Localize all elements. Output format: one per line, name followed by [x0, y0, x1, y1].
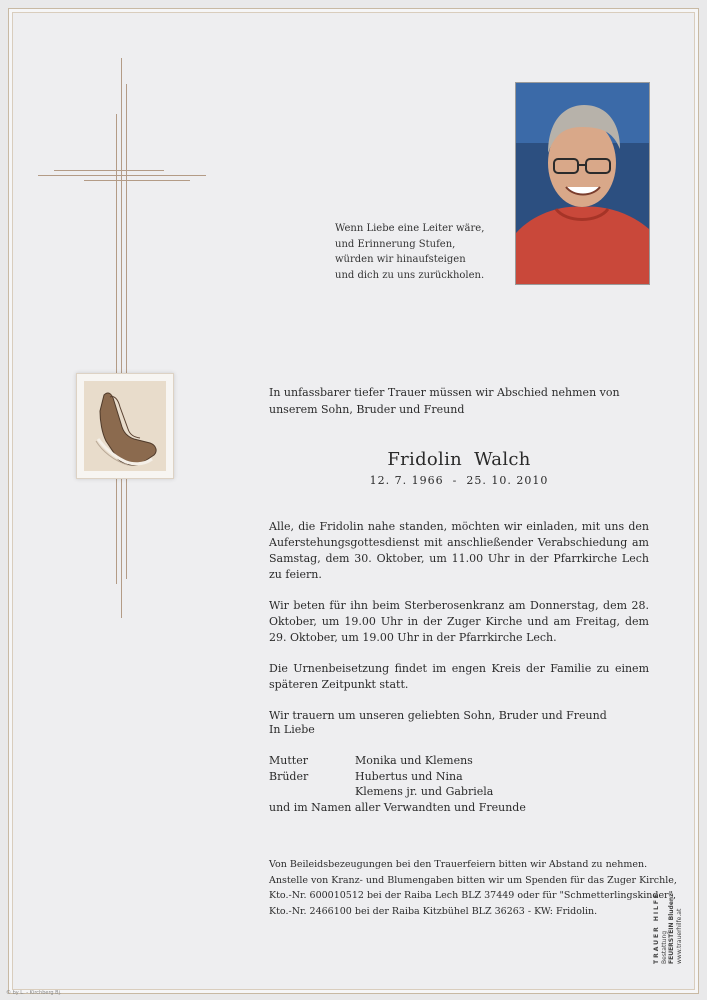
brand-web: www.trauerhilfe.at [676, 908, 683, 964]
family-list [269, 753, 649, 815]
family-row [269, 753, 649, 769]
family-relation: Mutter [269, 754, 308, 767]
praying-hands-icon [84, 381, 166, 471]
brand-name: TRAUER HILFE [653, 891, 660, 964]
footer-line: Anstelle von Kranz- und Blumengaben bitten wir um Spenden für das Zuger Kirchle, [269, 874, 677, 886]
poem [335, 221, 505, 283]
family-relation: Brüder [269, 769, 309, 783]
footer-line: Kto.-Nr. 600010512 bei der Raiba Lech BLZ 37449 oder für "Schmetterlingskinder", [269, 890, 676, 901]
poem-line: würden wir hinaufsteigen [335, 254, 466, 265]
donation-note [269, 857, 677, 919]
closing: In Liebe [269, 723, 315, 736]
poem-line: und dich zu uns zurückholen. [335, 269, 485, 281]
life-dates: 12. 7. 1966 - 25. 10. 2010 [369, 474, 549, 487]
family-footer: und im Namen aller Verwandten und Freunde [269, 800, 526, 814]
family-relation [269, 784, 355, 800]
intro-text: In unfassbarer tiefer Trauer müssen wir Abschied nehmen von unserem Sohn, Bruder und Freund [269, 386, 620, 416]
praying-hands-image [76, 373, 174, 479]
footer-line: Von Beileidsbezeugungen bei den Trauerfeiern bitten wir Abstand zu nehmen. [269, 859, 648, 870]
announcement-body [269, 519, 649, 739]
paragraph: Wir trauern um unseren geliebten Sohn, Bruder und Freund [269, 709, 607, 722]
copyright: © by L. - Kirchberg Bj. [6, 990, 62, 996]
funeral-home-logo [640, 872, 690, 972]
poem-line: Wenn Liebe eine Leiter wäre, [335, 223, 485, 234]
paragraph: Die Urnenbeisetzung findet im engen Kreis der Familie zu einem späteren Zeitpunkt statt. [269, 662, 649, 691]
deceased-name: Fridolin Walch [387, 449, 531, 470]
poem-line: und Erinnerung Stufen, [335, 238, 456, 250]
family-names: Monika und Klemens [355, 754, 473, 767]
paragraph: Wir beten für ihn beim Sterberosenkranz am Donnerstag, dem 28. Oktober, um 19.00 Uhr in der Zuger Kirche und am Freitag, dem 29. Oktober, um 19.00 Uhr in der Pfarrkirche Lech. [269, 599, 649, 644]
paragraph: Alle, die Fridolin nahe standen, möchten wir einladen, mit uns den Auferstehungsgottesdienst mit anschließender Verabschiedung am Samstag, dem 30. Oktober, um 11.00 Uhr in der Pfarrkirche Lech zu feiern. [269, 520, 649, 581]
family-row [269, 784, 649, 800]
brand-company: FEUERSTEIN Bludenz [668, 893, 675, 964]
brand-sub: Bestattung [661, 930, 668, 964]
family-names: Klemens jr. und Gabriela [355, 785, 494, 798]
portrait-photo [515, 82, 650, 285]
family-row [269, 769, 649, 785]
footer-line: Kto.-Nr. 2466100 bei der Raiba Kitzbühel BLZ 36263 - KW: Fridolin. [269, 905, 598, 917]
cross-ornament [34, 54, 210, 624]
family-names: Hubertus und Nina [355, 769, 463, 783]
